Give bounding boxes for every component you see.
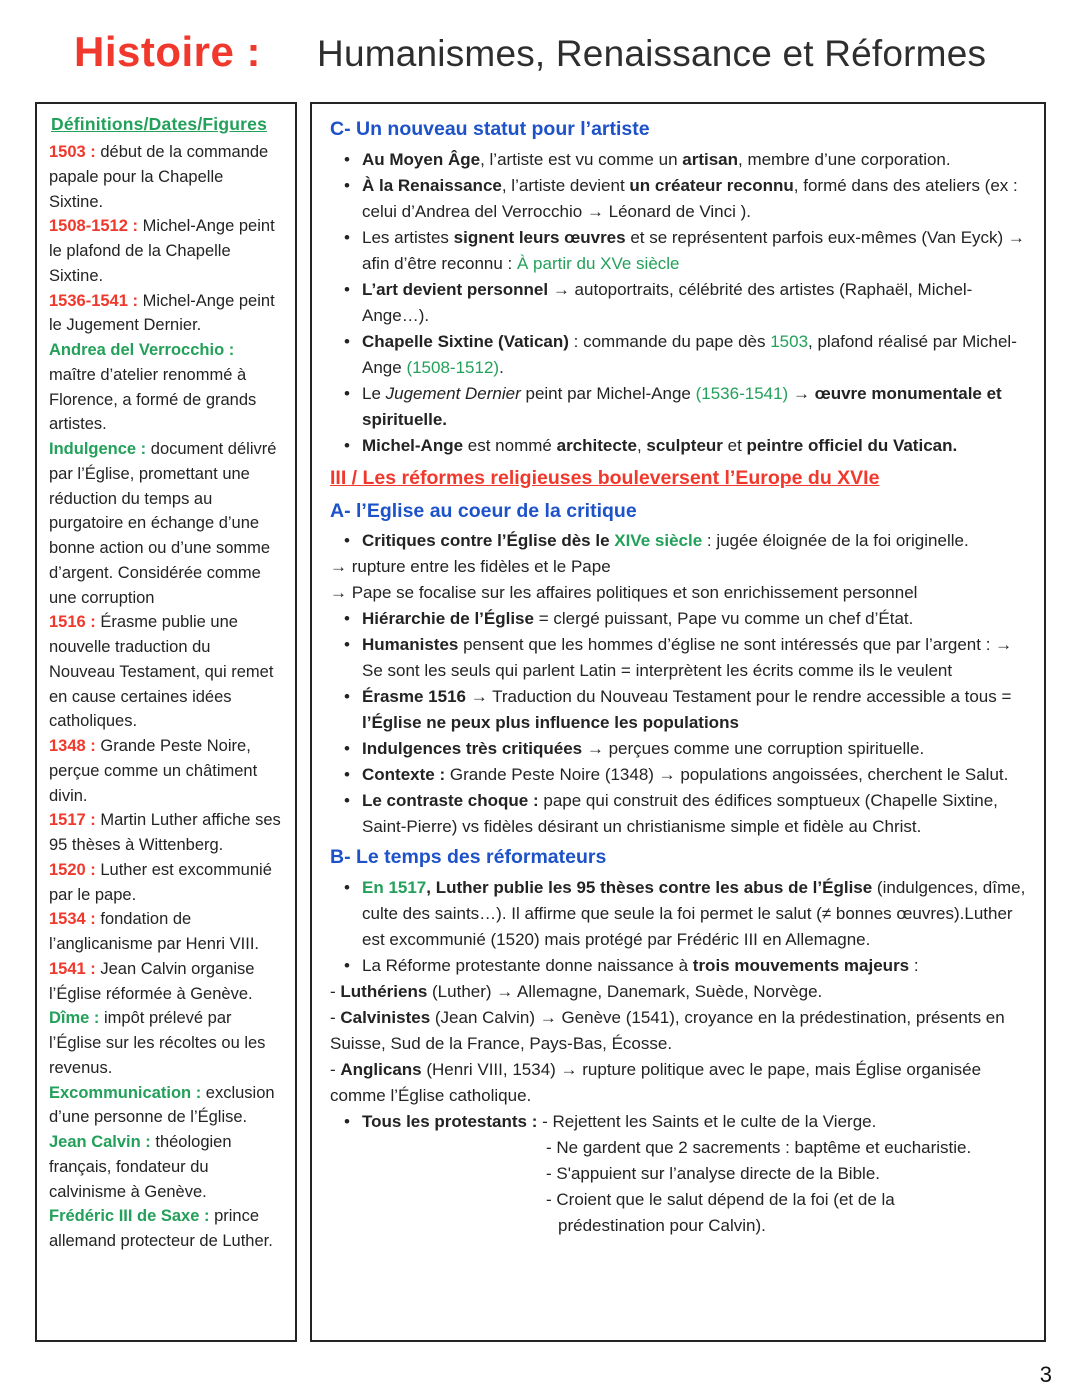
definition-entry	[49, 858, 281, 908]
text-segment: , plafond réalisé par Michel-Ange	[362, 331, 1017, 377]
definition-entry	[49, 1130, 281, 1204]
text-segment: Jugement Dernier	[385, 383, 521, 403]
text-segment: exclusion d’une personne de l’Église.	[49, 1083, 275, 1127]
definitions-panel	[35, 102, 297, 1342]
bullet-icon: •	[344, 227, 350, 247]
text-segment: Humanistes	[362, 635, 459, 655]
bullet-item	[330, 632, 1030, 684]
text-line	[558, 1213, 1030, 1239]
text-segment: un créateur reconnu	[629, 175, 794, 195]
page-header	[0, 0, 1080, 76]
text-segment: théologien français, fondateur du calvinisme à Genève.	[49, 1133, 232, 1201]
text-segment: 1517 :	[49, 811, 101, 830]
text-segment: signent leurs œuvres	[453, 227, 626, 247]
notes-panel	[310, 102, 1046, 1342]
text-segment: Jean Calvin organise l’Église réformée à Genève.	[49, 959, 255, 1003]
text-segment: → rupture entre les fidèles et le Pape	[330, 557, 611, 577]
text-segment: .	[499, 357, 504, 377]
definition-entry	[49, 289, 281, 339]
text-segment: peintre officiel du Vatican.	[746, 435, 958, 455]
bullet-text	[362, 788, 1030, 840]
text-segment: (1508-1512)	[406, 357, 500, 377]
definition-entry	[49, 1204, 281, 1254]
text-segment: XIVe siècle	[614, 531, 703, 551]
text-segment: - S'appuient sur l’analyse directe de la Bible.	[546, 1164, 880, 1184]
text-segment: impôt prélevé par l’Église sur les récoltes ou les revenus.	[49, 1009, 266, 1077]
text-segment: Luther publie les 95 thèses contre les abus de l’Église	[435, 878, 873, 898]
text-segment: → Pape se focalise sur les affaires politiques et son enrichissement personnel	[330, 583, 918, 603]
definition-entry	[49, 437, 281, 610]
text-segment: pape qui construit des édifices somptueux (Chapelle Sixtine, Saint-Pierre) vs fidèles désirant un christianisme simple et fidèle au Christ.	[362, 791, 998, 837]
definition-entry	[49, 907, 281, 957]
bullet-text	[362, 277, 1030, 329]
text-segment: Chapelle Sixtine (Vatican)	[362, 331, 569, 351]
bullet-item	[330, 953, 1030, 979]
definition-entry	[49, 734, 281, 808]
text-segment: Hiérarchie de l’Église	[362, 609, 534, 629]
bullet-icon: •	[344, 609, 350, 629]
definition-entry	[49, 1081, 281, 1131]
bullet-icon: •	[344, 331, 350, 351]
text-segment: À la Renaissance	[362, 175, 502, 195]
text-segment: Les artistes	[362, 227, 454, 247]
bullet-icon: •	[344, 765, 350, 785]
text-segment: Anglicans	[340, 1060, 422, 1080]
definitions-list	[49, 140, 281, 1254]
definition-entry	[49, 1006, 281, 1080]
text-segment: trois mouvements majeurs	[692, 956, 910, 976]
text-segment: (Luther) → Allemagne, Danemark, Suède, Norvège.	[427, 982, 823, 1002]
text-segment: architecte	[556, 435, 637, 455]
text-segment: , l’artiste devient	[501, 175, 630, 195]
text-segment: 1520 :	[49, 860, 101, 879]
text-segment: Jean Calvin :	[49, 1133, 156, 1151]
bullet-item	[330, 788, 1030, 840]
bullet-text	[362, 433, 1030, 459]
text-segment: Martin Luther affiche ses 95 thèses à Wittenberg.	[49, 811, 281, 854]
bullet-item	[330, 684, 1030, 736]
text-segment: Indulgence :	[49, 440, 151, 458]
bullet-text	[362, 528, 1030, 554]
bullet-text	[362, 684, 1030, 736]
text-segment: L’art devient personnel	[362, 279, 549, 299]
bullet-item	[330, 1109, 1030, 1135]
text-segment: prince allemand protecteur de Luther.	[49, 1207, 273, 1250]
text-segment: → Traduction du Nouveau Testament pour le rendre accessible a tous =	[465, 687, 1012, 707]
bullet-text	[362, 225, 1030, 277]
bullet-item	[330, 173, 1030, 225]
bullet-text	[362, 606, 1030, 632]
text-segment: , l’artiste est vu comme un	[480, 149, 683, 169]
text-segment: Dîme :	[49, 1009, 105, 1028]
text-segment: → perçues comme une corruption spirituelle.	[582, 739, 925, 759]
bullet-icon: •	[344, 739, 350, 759]
bullet-icon: •	[344, 878, 350, 898]
text-segment: Le	[362, 383, 386, 403]
definition-entry	[49, 610, 281, 734]
text-line	[546, 1161, 1030, 1187]
section-heading: B- Le temps des réformateurs	[330, 846, 607, 869]
text-segment: Contexte :	[362, 765, 446, 785]
text-segment: peint par Michel-Ange	[520, 383, 696, 403]
text-segment: En 1517	[362, 878, 427, 898]
bullet-text	[362, 381, 1030, 433]
bullet-item	[330, 225, 1030, 277]
text-segment: prédestination pour Calvin).	[558, 1216, 766, 1236]
text-line	[546, 1135, 1030, 1161]
text-segment: est nommé	[463, 435, 557, 455]
text-segment: 1503 :	[49, 143, 101, 161]
definition-entry	[49, 957, 281, 1007]
text-segment: (indulgences, dîme, culte des saints…). Il affirme que seule la foi permet le salut (≠ bonnes œuvres).Luther est excommunié (1520) mais protégé par Frédéric III en Allemagne.	[362, 878, 1026, 950]
page-number: 3	[1039, 1362, 1052, 1387]
text-segment: fondation de l’anglicanisme par Henri VIII.	[49, 910, 260, 953]
bullet-icon: •	[344, 279, 350, 299]
text-segment: Grande Peste Noire (1348) → populations angoissées, cherchent le Salut.	[445, 765, 1009, 785]
definition-entry	[49, 338, 281, 437]
text-segment: , membre d’une corporation.	[738, 149, 951, 169]
bullet-icon: •	[344, 635, 350, 655]
course-label: Histoire :	[74, 28, 262, 75]
bullet-icon: •	[344, 1112, 350, 1132]
text-segment: Michel-Ange peint le plafond de la Chapelle Sixtine.	[49, 217, 275, 285]
text-segment: pensent que les hommes d’église ne sont intéressés que par l’argent : → Se sont les seuls qui parlent Latin = interprètent les écrits comme ils le veulent	[362, 635, 1013, 681]
bullet-item	[330, 875, 1030, 953]
bullet-item	[330, 433, 1030, 459]
text-segment: Indulgences très critiquées	[362, 739, 583, 759]
text-segment: ,	[636, 435, 647, 455]
bullet-icon: •	[344, 531, 350, 551]
text-segment: Frédéric III de Saxe :	[49, 1207, 215, 1226]
bullet-icon: •	[344, 687, 350, 707]
bullet-item	[330, 147, 1030, 173]
text-segment: 1348 :	[49, 737, 101, 755]
definition-entry	[49, 214, 281, 288]
text-segment: -	[330, 982, 341, 1002]
text-segment: -	[330, 1008, 341, 1028]
text-segment: œuvre monumentale et spirituelle.	[362, 383, 1002, 429]
text-segment: La Réforme protestante donne naissance à	[362, 956, 693, 976]
bullet-item	[330, 762, 1030, 788]
bullet-icon: •	[344, 149, 350, 169]
text-line	[330, 580, 1030, 606]
text-segment: 1541 :	[49, 959, 101, 978]
text-segment: document délivré par l’Église, promettant une réduction du temps au purgatoire en échange d’une bonne action ou d’une somme d’argent. Considérée comme une corruption	[49, 440, 277, 607]
text-segment: Le contraste choque :	[362, 791, 539, 811]
bullet-text	[362, 736, 1030, 762]
bullet-text	[362, 147, 1030, 173]
section-heading: A- l’Eglise au coeur de la critique	[330, 499, 637, 522]
text-segment: - Croient que le salut dépend de la foi (et de la	[546, 1190, 895, 1210]
text-segment: Érasme publie une nouvelle traduction du Nouveau Testament, qui remet en cause certaines idées catholiques.	[49, 613, 274, 731]
bullet-text	[362, 329, 1030, 381]
notes-content	[330, 115, 1030, 1239]
bullet-text	[362, 875, 1030, 953]
text-segment: Calvinistes	[340, 1008, 431, 1028]
text-segment: 1508-1512 :	[49, 217, 143, 236]
bullet-text	[362, 632, 1030, 684]
bullet-icon: •	[344, 383, 350, 403]
text-segment: Tous les protestants :	[362, 1112, 538, 1132]
text-segment: sculpteur	[646, 435, 723, 455]
text-segment: 1503	[770, 331, 809, 351]
text-segment: Michel-Ange	[362, 435, 464, 455]
text-segment: Excommunication :	[49, 1083, 206, 1102]
page-title: Humanismes, Renaissance et Réformes	[317, 33, 987, 74]
part-heading: III / Les réformes religieuses bouleversent l’Europe du XVIe	[330, 466, 880, 489]
text-segment: (Jean Calvin) → Genève (1541), croyance en la prédestination, présents en Suisse, Sud de la France, Pays-Bas, Écosse.	[330, 1008, 1005, 1054]
bullet-text	[362, 762, 1030, 788]
text-segment: : jugée éloignée de la foi originelle.	[702, 531, 969, 551]
bullet-item	[330, 528, 1030, 554]
text-line	[330, 554, 1030, 580]
text-segment: Grande Peste Noire, perçue comme un châtiment divin.	[49, 737, 258, 805]
text-segment: l’Église ne peux plus influence les populations	[362, 713, 739, 733]
text-segment: début de la commande papale pour la Chapelle Sixtine.	[49, 143, 269, 211]
text-segment: Au Moyen Âge	[362, 149, 481, 169]
bullet-icon: •	[344, 956, 350, 976]
text-line	[330, 979, 1030, 1005]
text-segment: - Rejettent les Saints et le culte de la Vierge.	[537, 1112, 877, 1132]
bullet-icon: •	[344, 435, 350, 455]
definition-entry	[49, 140, 281, 214]
text-segment: Luthériens	[340, 982, 428, 1002]
text-segment: ,	[426, 878, 436, 898]
text-segment: 1534 :	[49, 910, 101, 929]
bullet-text	[362, 953, 1030, 979]
bullet-icon: •	[344, 791, 350, 811]
content-columns	[35, 102, 1046, 1342]
text-segment: (1536-1541)	[695, 383, 789, 403]
bullet-item	[330, 606, 1030, 632]
text-segment: 1516 :	[49, 613, 101, 632]
text-segment: -	[330, 1060, 341, 1080]
text-segment: maître d’atelier renommé à Florence, a formé de grands artistes.	[49, 365, 257, 434]
text-segment: Luther est excommunié par le pape.	[49, 860, 272, 904]
text-segment: Érasme 1516	[362, 687, 466, 707]
text-segment: = clergé puissant, Pape vu comme un chef d’État.	[533, 609, 914, 629]
text-line	[546, 1187, 1030, 1213]
text-segment: →	[788, 383, 815, 403]
bullet-icon: •	[344, 175, 350, 195]
text-segment: Andrea del Verrocchio :	[49, 341, 235, 359]
text-segment: artisan	[682, 149, 738, 169]
text-segment: , formé dans des ateliers (ex : celui d’Andrea del Verrocchio → Léonard de Vinci ).	[362, 175, 1018, 221]
text-segment: :	[909, 956, 919, 976]
text-segment: Critiques contre l’Église dès le	[362, 531, 615, 551]
bullet-text	[362, 1109, 1030, 1135]
section-heading: C- Un nouveau statut pour l’artiste	[330, 118, 650, 140]
definition-entry	[49, 808, 281, 858]
definitions-title: Définitions/Dates/Figures	[51, 114, 268, 134]
text-segment: : commande du pape dès	[568, 331, 771, 351]
text-segment: (Henri VIII, 1534) → rupture politique avec le pape, mais Église organisée comme l’Église catholique.	[330, 1060, 982, 1106]
text-segment: et se représentent parfois eux-mêmes (Van Eyck) → afin d’être reconnu :	[362, 227, 1025, 273]
text-segment: - Ne gardent que 2 sacrements : baptême et eucharistie.	[546, 1138, 972, 1158]
text-segment: Michel-Ange peint le Jugement Dernier.	[49, 291, 275, 335]
text-segment: et	[722, 435, 747, 455]
bullet-text	[362, 173, 1030, 225]
bullet-item	[330, 381, 1030, 433]
bullet-item	[330, 736, 1030, 762]
bullet-item	[330, 277, 1030, 329]
bullet-item	[330, 329, 1030, 381]
text-segment: À partir du XVe siècle	[516, 253, 680, 273]
text-line	[330, 1057, 1030, 1109]
text-segment: → autoportraits, célébrité des artistes (Raphaël, Michel-Ange…).	[362, 279, 973, 325]
text-segment: 1536-1541 :	[49, 291, 143, 310]
text-line	[330, 1005, 1030, 1057]
